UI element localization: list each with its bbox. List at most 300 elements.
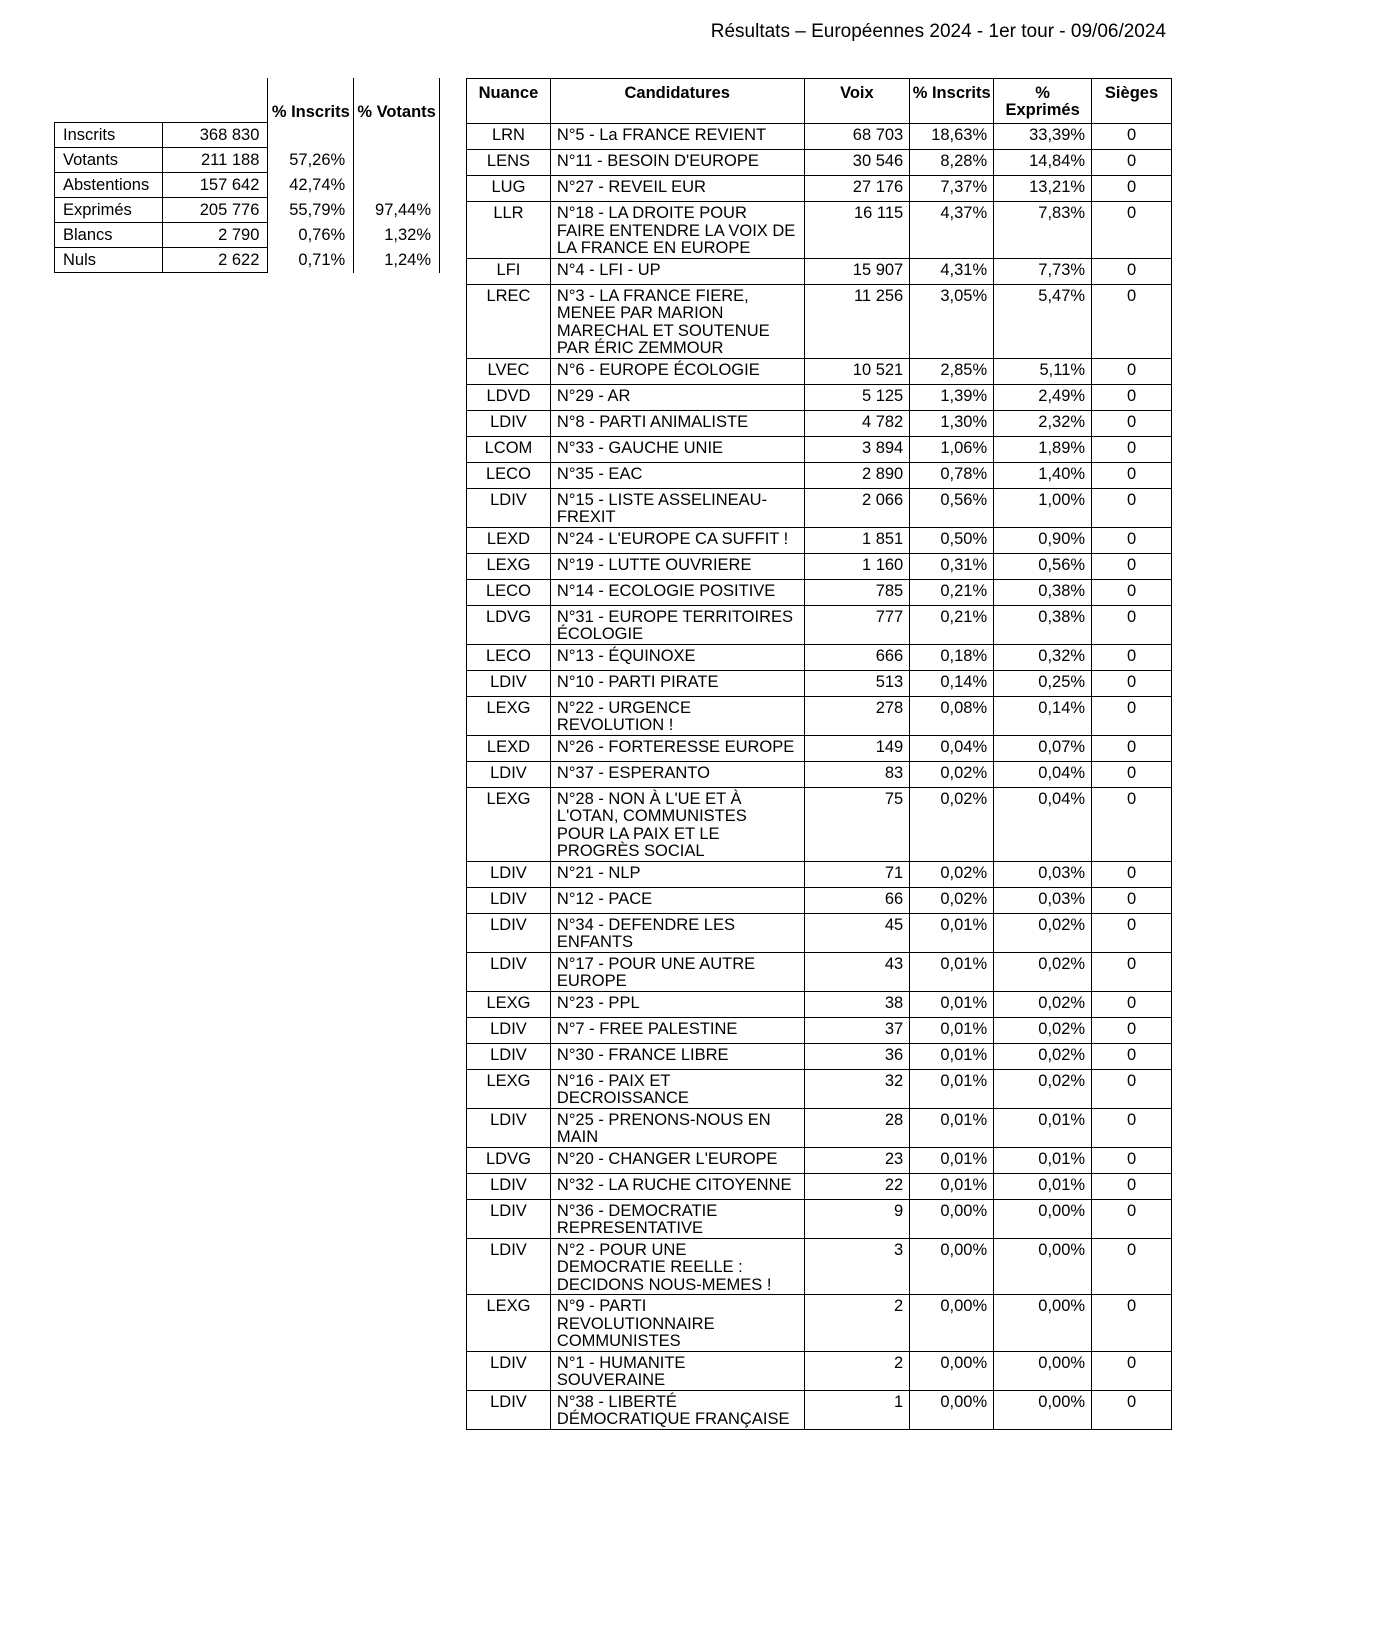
results-pct-inscrits: 0,18% bbox=[910, 644, 994, 670]
results-pct-exprimes: 0,56% bbox=[994, 553, 1092, 579]
results-pct-exprimes: 0,02% bbox=[994, 913, 1092, 952]
results-row bbox=[467, 861, 1172, 887]
results-nuance: LDIV bbox=[467, 761, 551, 787]
results-pct-exprimes: 7,73% bbox=[994, 258, 1092, 284]
results-sieges: 0 bbox=[1092, 579, 1172, 605]
results-nuance: LUG bbox=[467, 176, 551, 202]
results-voix: 2 066 bbox=[804, 488, 910, 527]
results-pct-inscrits: 0,01% bbox=[910, 1147, 994, 1173]
results-pct-exprimes: 0,38% bbox=[994, 579, 1092, 605]
results-pct-exprimes: 0,25% bbox=[994, 670, 1092, 696]
results-row bbox=[467, 1043, 1172, 1069]
results-voix: 1 bbox=[804, 1390, 910, 1429]
results-sieges: 0 bbox=[1092, 124, 1172, 150]
results-voix: 2 bbox=[804, 1295, 910, 1352]
results-pct-exprimes: 0,03% bbox=[994, 861, 1092, 887]
results-row bbox=[467, 410, 1172, 436]
summary-header-pct-inscrits-label: % Inscrits bbox=[271, 102, 350, 121]
results-nuance: LVEC bbox=[467, 358, 551, 384]
results-pct-exprimes: 0,04% bbox=[994, 787, 1092, 861]
results-sieges: 0 bbox=[1092, 436, 1172, 462]
results-row bbox=[467, 462, 1172, 488]
summary-pct-votants bbox=[354, 173, 440, 198]
results-voix: 66 bbox=[804, 887, 910, 913]
results-nuance: LEXD bbox=[467, 735, 551, 761]
results-nuance: LREC bbox=[467, 284, 551, 358]
results-voix: 1 160 bbox=[804, 553, 910, 579]
summary-pct-inscrits bbox=[268, 123, 354, 148]
results-pct-inscrits: 0,01% bbox=[910, 1108, 994, 1147]
results-pct-exprimes: 0,14% bbox=[994, 696, 1092, 735]
results-row bbox=[467, 887, 1172, 913]
results-row bbox=[467, 1147, 1172, 1173]
results-candidature: N°15 - LISTE ASSELINEAU-FREXIT bbox=[550, 488, 804, 527]
results-sieges: 0 bbox=[1092, 258, 1172, 284]
results-candidature: N°4 - LFI - UP bbox=[550, 258, 804, 284]
results-pct-exprimes: 0,90% bbox=[994, 527, 1092, 553]
results-sieges: 0 bbox=[1092, 952, 1172, 991]
summary-pct-inscrits: 55,79% bbox=[268, 198, 354, 223]
results-sieges: 0 bbox=[1092, 284, 1172, 358]
results-candidature: N°36 - DEMOCRATIE REPRESENTATIVE bbox=[550, 1199, 804, 1238]
results-candidature: N°11 - BESOIN D'EUROPE bbox=[550, 150, 804, 176]
results-pct-inscrits: 0,00% bbox=[910, 1351, 994, 1390]
results-row bbox=[467, 952, 1172, 991]
results-pct-exprimes: 0,01% bbox=[994, 1173, 1092, 1199]
results-voix: 43 bbox=[804, 952, 910, 991]
results-sieges: 0 bbox=[1092, 384, 1172, 410]
results-header-voix: Voix bbox=[804, 79, 910, 124]
summary-pct-votants: 97,44% bbox=[354, 198, 440, 223]
summary-row bbox=[55, 173, 440, 198]
results-nuance: LDIV bbox=[467, 1238, 551, 1295]
results-row bbox=[467, 605, 1172, 644]
results-candidature: N°30 - FRANCE LIBRE bbox=[550, 1043, 804, 1069]
results-sieges: 0 bbox=[1092, 644, 1172, 670]
results-nuance: LCOM bbox=[467, 436, 551, 462]
results-voix: 83 bbox=[804, 761, 910, 787]
results-candidature: N°16 - PAIX ET DECROISSANCE bbox=[550, 1069, 804, 1108]
results-row bbox=[467, 1173, 1172, 1199]
results-sieges: 0 bbox=[1092, 761, 1172, 787]
summary-label: Nuls bbox=[55, 248, 163, 273]
summary-row bbox=[55, 123, 440, 148]
results-nuance: LDIV bbox=[467, 1351, 551, 1390]
summary-value: 2 790 bbox=[162, 223, 268, 248]
results-voix: 2 bbox=[804, 1351, 910, 1390]
results-sieges: 0 bbox=[1092, 553, 1172, 579]
results-nuance: LFI bbox=[467, 258, 551, 284]
summary-pct-votants bbox=[354, 123, 440, 148]
results-sieges: 0 bbox=[1092, 150, 1172, 176]
results-nuance: LLR bbox=[467, 202, 551, 259]
results-pct-exprimes: 0,02% bbox=[994, 1069, 1092, 1108]
results-candidature: N°21 - NLP bbox=[550, 861, 804, 887]
results-voix: 278 bbox=[804, 696, 910, 735]
results-pct-inscrits: 0,78% bbox=[910, 462, 994, 488]
results-nuance: LDIV bbox=[467, 887, 551, 913]
results-pct-inscrits: 0,14% bbox=[910, 670, 994, 696]
results-pct-inscrits: 0,02% bbox=[910, 787, 994, 861]
results-candidature: N°2 - POUR UNE DEMOCRATIE REELLE : DECIDONS NOUS-MEMES ! bbox=[550, 1238, 804, 1295]
results-nuance: LDIV bbox=[467, 1173, 551, 1199]
results-row bbox=[467, 150, 1172, 176]
results-candidature: N°13 - ÉQUINOXE bbox=[550, 644, 804, 670]
results-voix: 36 bbox=[804, 1043, 910, 1069]
results-candidature: N°12 - PACE bbox=[550, 887, 804, 913]
results-sieges: 0 bbox=[1092, 861, 1172, 887]
summary-row bbox=[55, 148, 440, 173]
results-pct-inscrits: 0,08% bbox=[910, 696, 994, 735]
results-nuance: LEXG bbox=[467, 1295, 551, 1352]
results-sieges: 0 bbox=[1092, 696, 1172, 735]
results-candidature: N°8 - PARTI ANIMALISTE bbox=[550, 410, 804, 436]
results-sieges: 0 bbox=[1092, 462, 1172, 488]
results-pct-inscrits: 0,02% bbox=[910, 861, 994, 887]
results-pct-exprimes: 0,02% bbox=[994, 952, 1092, 991]
results-candidature: N°20 - CHANGER L'EUROPE bbox=[550, 1147, 804, 1173]
results-candidature: N°28 - NON À L'UE ET À L'OTAN, COMMUNISTES POUR LA PAIX ET LE PROGRÈS SOCIAL bbox=[550, 787, 804, 861]
results-pct-inscrits: 1,06% bbox=[910, 436, 994, 462]
results-pct-exprimes: 5,11% bbox=[994, 358, 1092, 384]
results-pct-inscrits: 0,00% bbox=[910, 1390, 994, 1429]
summary-header-pct-inscrits bbox=[268, 78, 354, 123]
results-sieges: 0 bbox=[1092, 1351, 1172, 1390]
results-sieges: 0 bbox=[1092, 1199, 1172, 1238]
results-row bbox=[467, 284, 1172, 358]
results-row bbox=[467, 1390, 1172, 1429]
results-row bbox=[467, 1295, 1172, 1352]
results-candidature: N°31 - EUROPE TERRITOIRES ÉCOLOGIE bbox=[550, 605, 804, 644]
results-voix: 27 176 bbox=[804, 176, 910, 202]
results-nuance: LDIV bbox=[467, 1043, 551, 1069]
results-candidature: N°10 - PARTI PIRATE bbox=[550, 670, 804, 696]
results-row bbox=[467, 991, 1172, 1017]
results-pct-inscrits: 0,02% bbox=[910, 887, 994, 913]
results-pct-exprimes: 0,00% bbox=[994, 1390, 1092, 1429]
results-nuance: LRN bbox=[467, 124, 551, 150]
summary-pct-inscrits: 0,71% bbox=[268, 248, 354, 273]
results-sieges: 0 bbox=[1092, 1238, 1172, 1295]
results-pct-exprimes: 0,00% bbox=[994, 1295, 1092, 1352]
results-pct-exprimes: 0,02% bbox=[994, 1043, 1092, 1069]
results-pct-exprimes: 1,89% bbox=[994, 436, 1092, 462]
results-candidature: N°19 - LUTTE OUVRIERE bbox=[550, 553, 804, 579]
results-pct-inscrits: 0,50% bbox=[910, 527, 994, 553]
results-voix: 15 907 bbox=[804, 258, 910, 284]
results-nuance: LENS bbox=[467, 150, 551, 176]
results-voix: 513 bbox=[804, 670, 910, 696]
results-pct-inscrits: 18,63% bbox=[910, 124, 994, 150]
summary-table bbox=[54, 78, 440, 273]
results-candidature: N°6 - EUROPE ÉCOLOGIE bbox=[550, 358, 804, 384]
results-sieges: 0 bbox=[1092, 1069, 1172, 1108]
results-pct-exprimes: 0,38% bbox=[994, 605, 1092, 644]
results-voix: 3 894 bbox=[804, 436, 910, 462]
results-voix: 10 521 bbox=[804, 358, 910, 384]
results-nuance: LEXD bbox=[467, 527, 551, 553]
results-voix: 28 bbox=[804, 1108, 910, 1147]
results-pct-exprimes: 1,00% bbox=[994, 488, 1092, 527]
results-voix: 11 256 bbox=[804, 284, 910, 358]
results-pct-inscrits: 0,00% bbox=[910, 1199, 994, 1238]
results-voix: 777 bbox=[804, 605, 910, 644]
results-sieges: 0 bbox=[1092, 176, 1172, 202]
results-voix: 2 890 bbox=[804, 462, 910, 488]
results-sieges: 0 bbox=[1092, 527, 1172, 553]
results-nuance: LDVG bbox=[467, 605, 551, 644]
results-pct-exprimes: 0,00% bbox=[994, 1238, 1092, 1295]
results-voix: 4 782 bbox=[804, 410, 910, 436]
results-row bbox=[467, 258, 1172, 284]
results-pct-inscrits: 0,01% bbox=[910, 1043, 994, 1069]
results-voix: 1 851 bbox=[804, 527, 910, 553]
results-pct-exprimes: 0,01% bbox=[994, 1147, 1092, 1173]
results-voix: 45 bbox=[804, 913, 910, 952]
results-pct-exprimes: 2,32% bbox=[994, 410, 1092, 436]
results-pct-exprimes: 0,00% bbox=[994, 1351, 1092, 1390]
results-voix: 149 bbox=[804, 735, 910, 761]
results-nuance: LDIV bbox=[467, 913, 551, 952]
results-voix: 30 546 bbox=[804, 150, 910, 176]
summary-label: Inscrits bbox=[55, 123, 163, 148]
results-nuance: LDVD bbox=[467, 384, 551, 410]
results-pct-inscrits: 0,01% bbox=[910, 1069, 994, 1108]
results-row bbox=[467, 384, 1172, 410]
results-candidature: N°35 - EAC bbox=[550, 462, 804, 488]
results-row bbox=[467, 696, 1172, 735]
results-nuance: LEXG bbox=[467, 553, 551, 579]
results-sieges: 0 bbox=[1092, 358, 1172, 384]
summary-label: Blancs bbox=[55, 223, 163, 248]
results-nuance: LEXG bbox=[467, 991, 551, 1017]
results-sieges: 0 bbox=[1092, 913, 1172, 952]
results-candidature: N°5 - La FRANCE REVIENT bbox=[550, 124, 804, 150]
results-sieges: 0 bbox=[1092, 735, 1172, 761]
results-candidature: N°29 - AR bbox=[550, 384, 804, 410]
results-sieges: 0 bbox=[1092, 1295, 1172, 1352]
results-pct-inscrits: 1,39% bbox=[910, 384, 994, 410]
results-sieges: 0 bbox=[1092, 1147, 1172, 1173]
summary-value: 2 622 bbox=[162, 248, 268, 273]
results-sieges: 0 bbox=[1092, 1043, 1172, 1069]
results-row bbox=[467, 644, 1172, 670]
results-sieges: 0 bbox=[1092, 202, 1172, 259]
results-nuance: LDIV bbox=[467, 1390, 551, 1429]
results-sieges: 0 bbox=[1092, 410, 1172, 436]
results-nuance: LDIV bbox=[467, 1199, 551, 1238]
summary-body bbox=[55, 123, 440, 273]
summary-pct-votants: 1,32% bbox=[354, 223, 440, 248]
results-candidature: N°25 - PRENONS-NOUS EN MAIN bbox=[550, 1108, 804, 1147]
results-row bbox=[467, 124, 1172, 150]
results-sieges: 0 bbox=[1092, 1017, 1172, 1043]
results-sieges: 0 bbox=[1092, 787, 1172, 861]
summary-header-blank bbox=[162, 78, 268, 123]
results-row bbox=[467, 735, 1172, 761]
results-pct-inscrits: 0,21% bbox=[910, 579, 994, 605]
results-pct-inscrits: 0,21% bbox=[910, 605, 994, 644]
results-candidature: N°22 - URGENCE REVOLUTION ! bbox=[550, 696, 804, 735]
results-sieges: 0 bbox=[1092, 488, 1172, 527]
results-nuance: LEXG bbox=[467, 696, 551, 735]
results-pct-inscrits: 4,37% bbox=[910, 202, 994, 259]
results-sieges: 0 bbox=[1092, 1390, 1172, 1429]
results-candidature: N°34 - DEFENDRE LES ENFANTS bbox=[550, 913, 804, 952]
summary-pct-inscrits: 42,74% bbox=[268, 173, 354, 198]
results-pct-inscrits: 0,01% bbox=[910, 1173, 994, 1199]
results-nuance: LECO bbox=[467, 579, 551, 605]
summary-header-row bbox=[55, 78, 440, 123]
results-pct-inscrits: 0,00% bbox=[910, 1295, 994, 1352]
results-pct-exprimes: 0,04% bbox=[994, 761, 1092, 787]
results-nuance: LDIV bbox=[467, 952, 551, 991]
results-row bbox=[467, 202, 1172, 259]
results-nuance: LDIV bbox=[467, 861, 551, 887]
results-voix: 32 bbox=[804, 1069, 910, 1108]
summary-value: 157 642 bbox=[162, 173, 268, 198]
results-pct-exprimes: 0,00% bbox=[994, 1199, 1092, 1238]
results-voix: 71 bbox=[804, 861, 910, 887]
summary-pct-inscrits: 57,26% bbox=[268, 148, 354, 173]
results-pct-inscrits: 2,85% bbox=[910, 358, 994, 384]
results-voix: 37 bbox=[804, 1017, 910, 1043]
summary-label: Votants bbox=[55, 148, 163, 173]
results-candidature: N°18 - LA DROITE POUR FAIRE ENTENDRE LA VOIX DE LA FRANCE EN EUROPE bbox=[550, 202, 804, 259]
results-row bbox=[467, 579, 1172, 605]
results-candidature: N°3 - LA FRANCE FIERE, MENEE PAR MARION MARECHAL ET SOUTENUE PAR ÉRIC ZEMMOUR bbox=[550, 284, 804, 358]
results-nuance: LDIV bbox=[467, 1108, 551, 1147]
results-pct-inscrits: 0,01% bbox=[910, 1017, 994, 1043]
results-pct-inscrits: 0,00% bbox=[910, 1238, 994, 1295]
summary-row bbox=[55, 248, 440, 273]
results-pct-exprimes: 5,47% bbox=[994, 284, 1092, 358]
results-voix: 785 bbox=[804, 579, 910, 605]
results-header-pct-exprimes: % Exprimés bbox=[994, 79, 1092, 124]
results-pct-inscrits: 3,05% bbox=[910, 284, 994, 358]
results-row bbox=[467, 1351, 1172, 1390]
results-pct-inscrits: 8,28% bbox=[910, 150, 994, 176]
results-pct-exprimes: 7,83% bbox=[994, 202, 1092, 259]
results-voix: 5 125 bbox=[804, 384, 910, 410]
results-pct-inscrits: 0,02% bbox=[910, 761, 994, 787]
results-sieges: 0 bbox=[1092, 1108, 1172, 1147]
summary-value: 368 830 bbox=[162, 123, 268, 148]
results-nuance: LDIV bbox=[467, 410, 551, 436]
results-pct-exprimes: 2,49% bbox=[994, 384, 1092, 410]
summary-header-blank bbox=[55, 78, 163, 123]
results-pct-exprimes: 1,40% bbox=[994, 462, 1092, 488]
results-nuance: LECO bbox=[467, 644, 551, 670]
results-sieges: 0 bbox=[1092, 1173, 1172, 1199]
results-nuance: LDVG bbox=[467, 1147, 551, 1173]
results-header-nuance: Nuance bbox=[467, 79, 551, 124]
results-sieges: 0 bbox=[1092, 991, 1172, 1017]
results-table bbox=[466, 78, 1172, 1430]
results-voix: 23 bbox=[804, 1147, 910, 1173]
results-pct-inscrits: 0,56% bbox=[910, 488, 994, 527]
results-candidature: N°24 - L'EUROPE CA SUFFIT ! bbox=[550, 527, 804, 553]
results-pct-inscrits: 0,01% bbox=[910, 991, 994, 1017]
results-body bbox=[467, 124, 1172, 1430]
summary-row bbox=[55, 223, 440, 248]
results-voix: 22 bbox=[804, 1173, 910, 1199]
summary-value: 205 776 bbox=[162, 198, 268, 223]
results-candidature: N°38 - LIBERTÉ DÉMOCRATIQUE FRANÇAISE bbox=[550, 1390, 804, 1429]
results-row bbox=[467, 527, 1172, 553]
results-header-pct-inscrits: % Inscrits bbox=[910, 79, 994, 124]
results-candidature: N°32 - LA RUCHE CITOYENNE bbox=[550, 1173, 804, 1199]
results-row bbox=[467, 670, 1172, 696]
results-candidature: N°14 - ECOLOGIE POSITIVE bbox=[550, 579, 804, 605]
results-pct-inscrits: 7,37% bbox=[910, 176, 994, 202]
results-row bbox=[467, 1199, 1172, 1238]
results-pct-exprimes: 0,02% bbox=[994, 1017, 1092, 1043]
results-header-candidatures: Candidatures bbox=[550, 79, 804, 124]
results-row bbox=[467, 761, 1172, 787]
results-candidature: N°7 - FREE PALESTINE bbox=[550, 1017, 804, 1043]
results-candidature: N°27 - REVEIL EUR bbox=[550, 176, 804, 202]
results-nuance: LDIV bbox=[467, 488, 551, 527]
results-pct-inscrits: 0,31% bbox=[910, 553, 994, 579]
results-voix: 9 bbox=[804, 1199, 910, 1238]
results-pct-inscrits: 1,30% bbox=[910, 410, 994, 436]
results-row bbox=[467, 787, 1172, 861]
results-candidature: N°9 - PARTI REVOLUTIONNAIRE COMMUNISTES bbox=[550, 1295, 804, 1352]
results-row bbox=[467, 1108, 1172, 1147]
results-sieges: 0 bbox=[1092, 605, 1172, 644]
summary-value: 211 188 bbox=[162, 148, 268, 173]
summary-label: Abstentions bbox=[55, 173, 163, 198]
results-candidature: N°33 - GAUCHE UNIE bbox=[550, 436, 804, 462]
results-pct-inscrits: 0,01% bbox=[910, 913, 994, 952]
results-nuance: LEXG bbox=[467, 787, 551, 861]
results-pct-exprimes: 33,39% bbox=[994, 124, 1092, 150]
results-row bbox=[467, 358, 1172, 384]
results-row bbox=[467, 176, 1172, 202]
results-pct-exprimes: 0,01% bbox=[994, 1108, 1092, 1147]
summary-header-pct-votants-label: % Votants bbox=[357, 102, 436, 121]
results-pct-inscrits: 0,04% bbox=[910, 735, 994, 761]
results-voix: 666 bbox=[804, 644, 910, 670]
results-nuance: LEXG bbox=[467, 1069, 551, 1108]
page-title: Résultats – Européennes 2024 - 1er tour - 09/06/2024 bbox=[710, 21, 1166, 42]
results-voix: 75 bbox=[804, 787, 910, 861]
results-nuance: LDIV bbox=[467, 670, 551, 696]
summary-pct-inscrits: 0,76% bbox=[268, 223, 354, 248]
results-row bbox=[467, 488, 1172, 527]
results-voix: 68 703 bbox=[804, 124, 910, 150]
results-pct-exprimes: 14,84% bbox=[994, 150, 1092, 176]
results-pct-exprimes: 0,07% bbox=[994, 735, 1092, 761]
results-sieges: 0 bbox=[1092, 670, 1172, 696]
results-candidature: N°1 - HUMANITE SOUVERAINE bbox=[550, 1351, 804, 1390]
summary-pct-votants: 1,24% bbox=[354, 248, 440, 273]
results-nuance: LECO bbox=[467, 462, 551, 488]
results-voix: 38 bbox=[804, 991, 910, 1017]
results-row bbox=[467, 1017, 1172, 1043]
results-sieges: 0 bbox=[1092, 887, 1172, 913]
summary-header-pct-votants bbox=[354, 78, 440, 123]
summary-label: Exprimés bbox=[55, 198, 163, 223]
summary-pct-votants bbox=[354, 148, 440, 173]
summary-row bbox=[55, 198, 440, 223]
results-nuance: LDIV bbox=[467, 1017, 551, 1043]
results-candidature: N°17 - POUR UNE AUTRE EUROPE bbox=[550, 952, 804, 991]
results-row bbox=[467, 913, 1172, 952]
results-voix: 16 115 bbox=[804, 202, 910, 259]
results-header-sieges: Sièges bbox=[1092, 79, 1172, 124]
